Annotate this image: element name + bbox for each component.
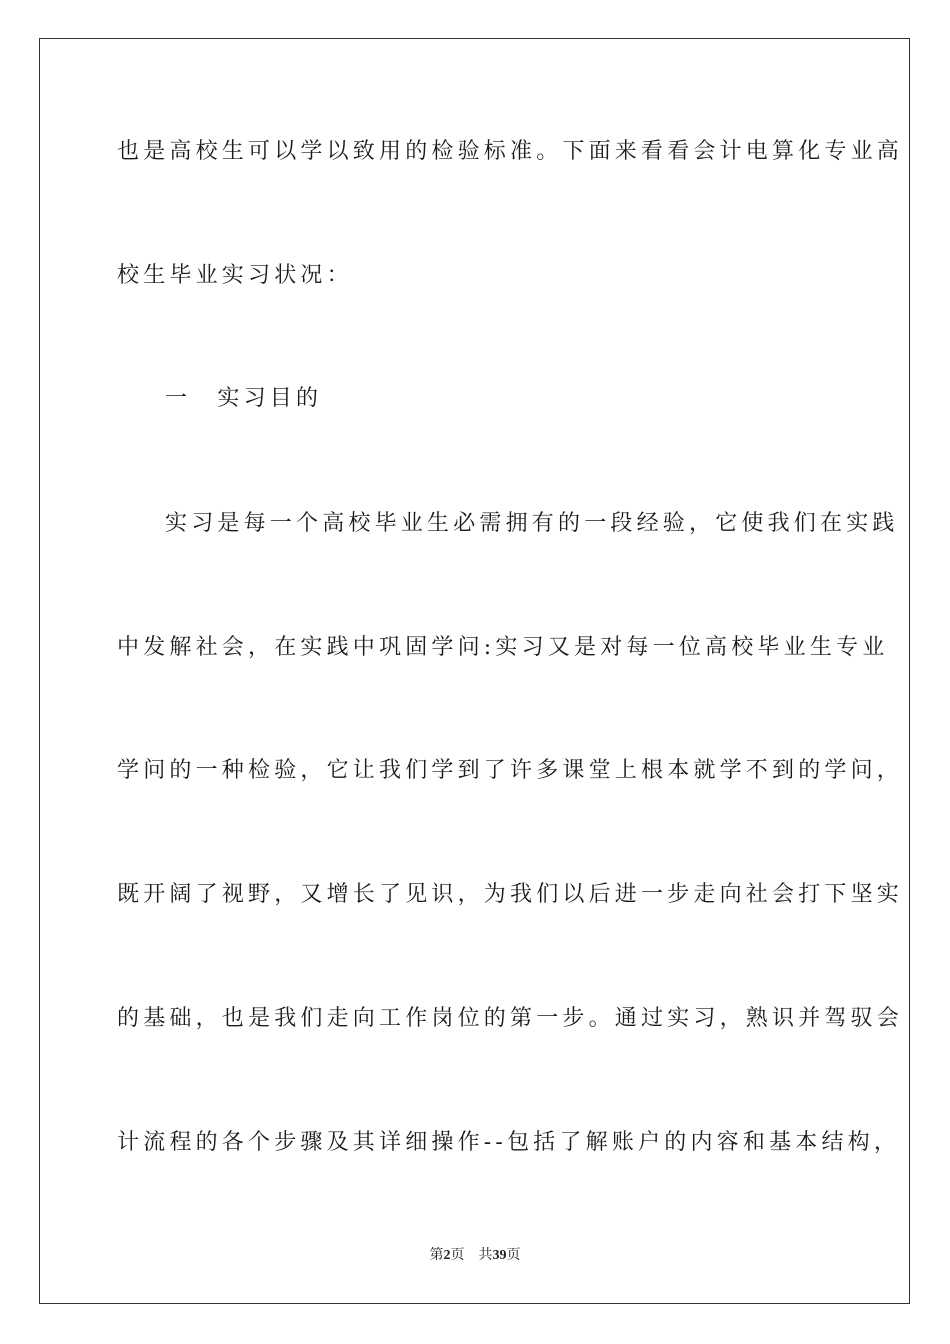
body-line-7: 的基础，也是我们走向工作岗位的第一步。通过实习，熟识并驾驭会: [117, 1006, 904, 1031]
footer-page-number: 2: [443, 1248, 451, 1263]
body-line-4: 中发解社会，在实践中巩固学问:实习又是对每一位高校毕业生专业: [117, 635, 889, 660]
body-line-3: 实习是每一个高校毕业生必需拥有的一段经验，它使我们在实践: [165, 511, 899, 536]
body-line-8: 计流程的各个步骤及其详细操作--包括了解账户的内容和基本结构，: [117, 1130, 901, 1155]
footer-total-pages: 39: [492, 1248, 507, 1263]
footer-total-suffix: 页: [506, 1247, 521, 1263]
page-footer: [0, 1246, 950, 1265]
body-line-5: 学问的一种检验，它让我们学到了许多课堂上根本就学不到的学问，: [117, 758, 904, 783]
body-line-2: 校生毕业实习状况：: [117, 263, 353, 288]
footer-page-suffix: 页: [450, 1247, 465, 1263]
body-line-1: 也是高校生可以学以致用的检验标准。下面来看看会计电算化专业高: [117, 139, 904, 164]
footer-total-prefix: 共: [478, 1247, 493, 1263]
page-border: [39, 38, 910, 1304]
body-line-6: 既开阔了视野，又增长了见识，为我们以后进一步走向社会打下坚实: [117, 882, 904, 907]
section-heading: 一 实习目的: [165, 386, 323, 411]
footer-page-prefix: 第: [429, 1247, 444, 1263]
